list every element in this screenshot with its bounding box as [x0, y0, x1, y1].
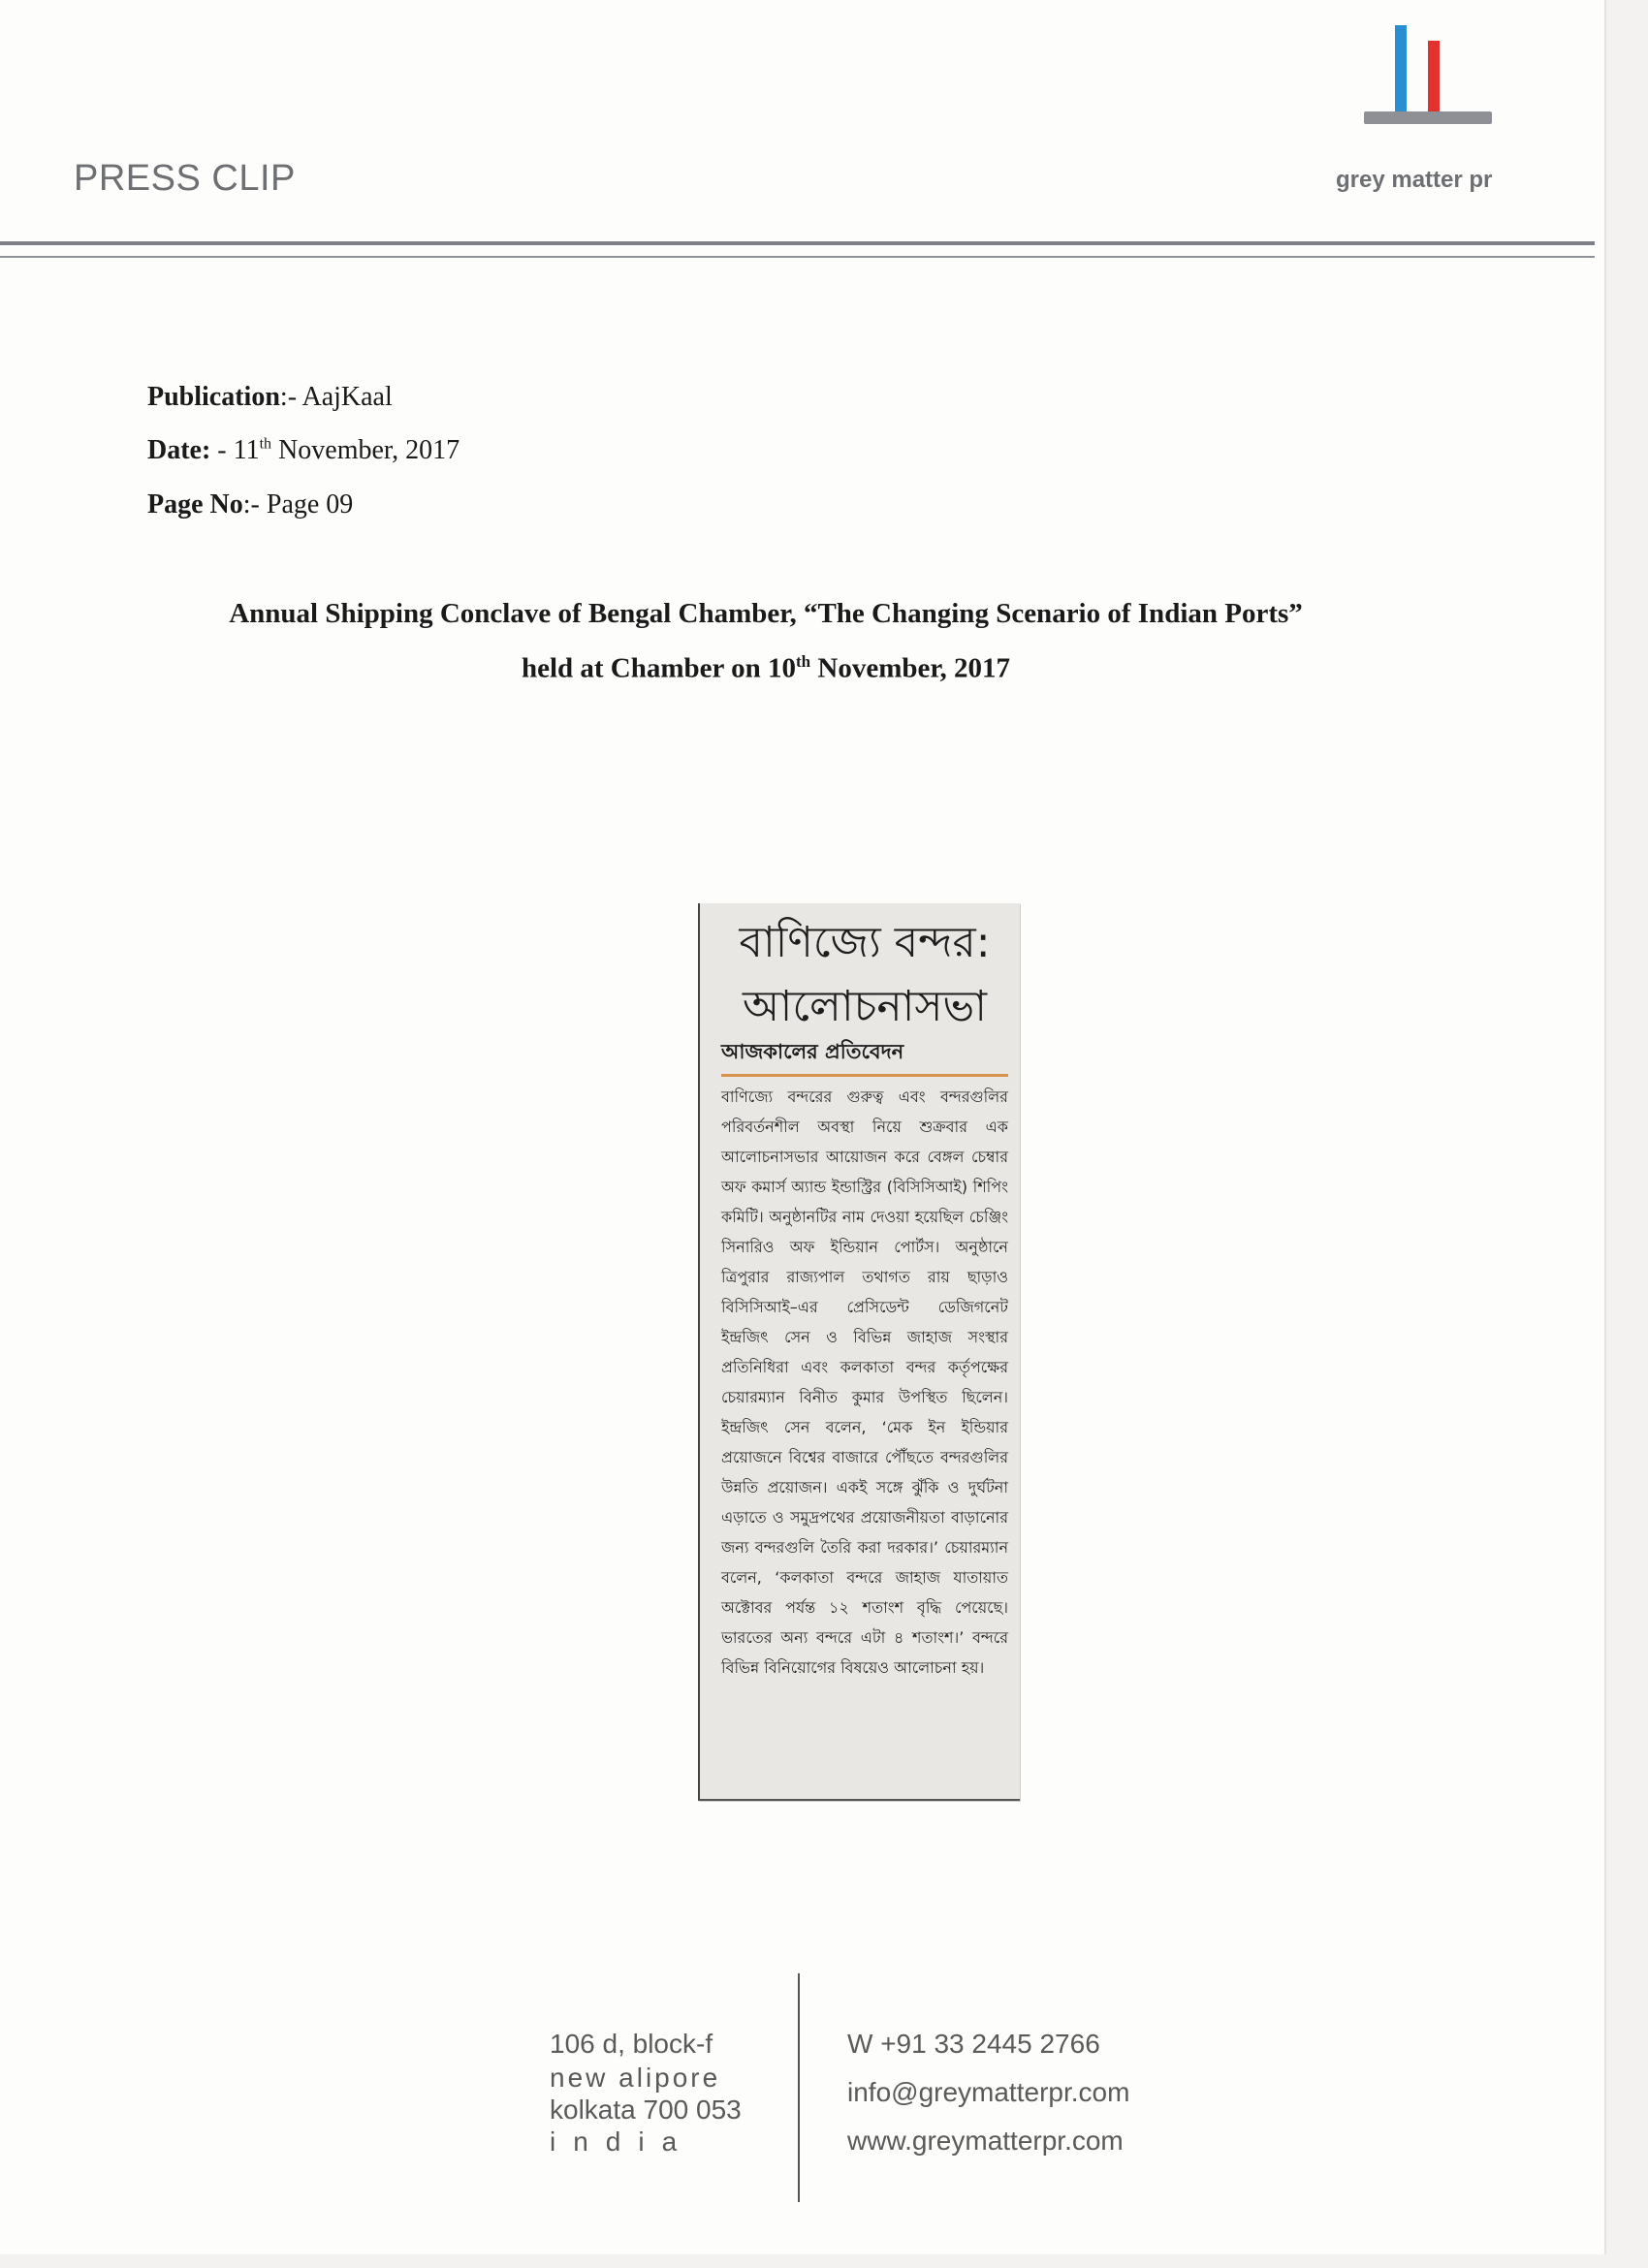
clipping-byline: আজকালের প্রতিবেদন	[721, 1036, 1008, 1077]
date-line	[147, 435, 460, 466]
headline-line-1: Annual Shipping Conclave of Bengal Chamber, “The Changing Scenario of Indian Ports”	[229, 598, 1303, 629]
page-line	[147, 489, 353, 520]
address-line-3: kolkata 700 053	[550, 2095, 742, 2125]
headline-line-2-prefix: held at Chamber on 10	[521, 652, 796, 684]
address-line-4: india	[550, 2126, 695, 2157]
footer-divider	[798, 1973, 800, 2202]
newspaper-clipping	[698, 903, 1020, 1801]
address-line-1: 106 d, block-f	[550, 2029, 713, 2059]
date-ordinal: th	[259, 435, 272, 453]
logo-text: grey matter pr	[1336, 167, 1493, 193]
press-clip-label: PRESS CLIP	[74, 158, 296, 199]
clipping-body: বাণিজ্যে বন্দরের গুরুত্ব এবং বন্দরগুলির পরিবর্তনশীল অবস্থা নিয়ে শুক্রবার এক আলোচনাসভার আয়োজন করে বেঙ্গল চেম্বার অফ কমার্স অ্যান্ড ইন্ডাস্ট্রির (বিসিসিআই) শিপিং কমিটি। অনুষ্ঠানটির নাম দেওয়া হয়েছিল চেঞ্জিং সিনারিও অফ ইন্ডিয়ান পোর্টস। অনুষ্ঠানে ত্রিপুরার রাজ্যপাল তথাগত রায় ছাড়াও বিসিসিআই–এর প্রেসিডেন্ট ডেজিগনেট ইন্দ্রজিৎ সেন ও বিভিন্ন জাহাজ সংস্থার প্রতিনিধিরা এবং কলকাতা বন্দর কর্তৃপক্ষের চেয়ারম্যান বিনীত কুমার উপস্থিত ছিলেন। ইন্দ্রজিৎ সেন বলেন, ‘মেক ইন ইন্ডিয়ার প্রয়োজনে বিশ্বের বাজারে পৌঁছতে বন্দরগুলির উন্নতি প্রয়োজন। একই সঙ্গে ঝুঁকি ও দুর্ঘটনা এড়াতে ও সমুদ্রপথের প্রয়োজনীয়তা বাড়ানোর জন্য বন্দরগুলি তৈরি করা দরকার।’ চেয়ারম্যান বলেন, ‘কলকাতা বন্দরে জাহাজ যাতায়াত অক্টোবর পর্যন্ত ১২ শতাংশ বৃদ্ধি পেয়েছে। ভারতের অন্য বন্দরে এটা ৪ শতাংশ।’ বন্দরে বিভিন্ন বিনিয়োগের বিষয়েও আলোচনা হয়।	[721, 1087, 1008, 1677]
address-line-2: new alipore	[550, 2063, 721, 2093]
page-label: Page No	[147, 489, 243, 520]
page-value: :- Page 09	[242, 489, 354, 520]
contact-website[interactable]: www.greymatterpr.com	[847, 2126, 1124, 2156]
clipping-title-line-1: বাণিজ্যে বন্দর:	[739, 918, 991, 967]
date-suffix: November, 2017	[271, 435, 460, 465]
headline-line-2-suffix: November, 2017	[810, 652, 1011, 684]
clipping-title-line-2: আলোচনাসভা	[743, 982, 987, 1031]
contact-phone: W +91 33 2445 2766	[847, 2029, 1100, 2059]
contact-email[interactable]: info@greymatterpr.com	[847, 2077, 1130, 2107]
date-label: Date:	[147, 435, 211, 465]
publication-label: Publication	[147, 382, 280, 412]
header-rule	[0, 241, 1595, 245]
headline-line-2	[116, 652, 1415, 685]
headline-ordinal: th	[796, 652, 811, 671]
date-prefix: - 11	[210, 435, 260, 465]
grey-matter-pr-logo-icon	[1362, 21, 1498, 138]
publication-value: :- AajKaal	[279, 382, 393, 412]
clipping-title	[719, 911, 1010, 1039]
header-rule-thin	[0, 256, 1595, 258]
publication-line	[147, 382, 393, 413]
